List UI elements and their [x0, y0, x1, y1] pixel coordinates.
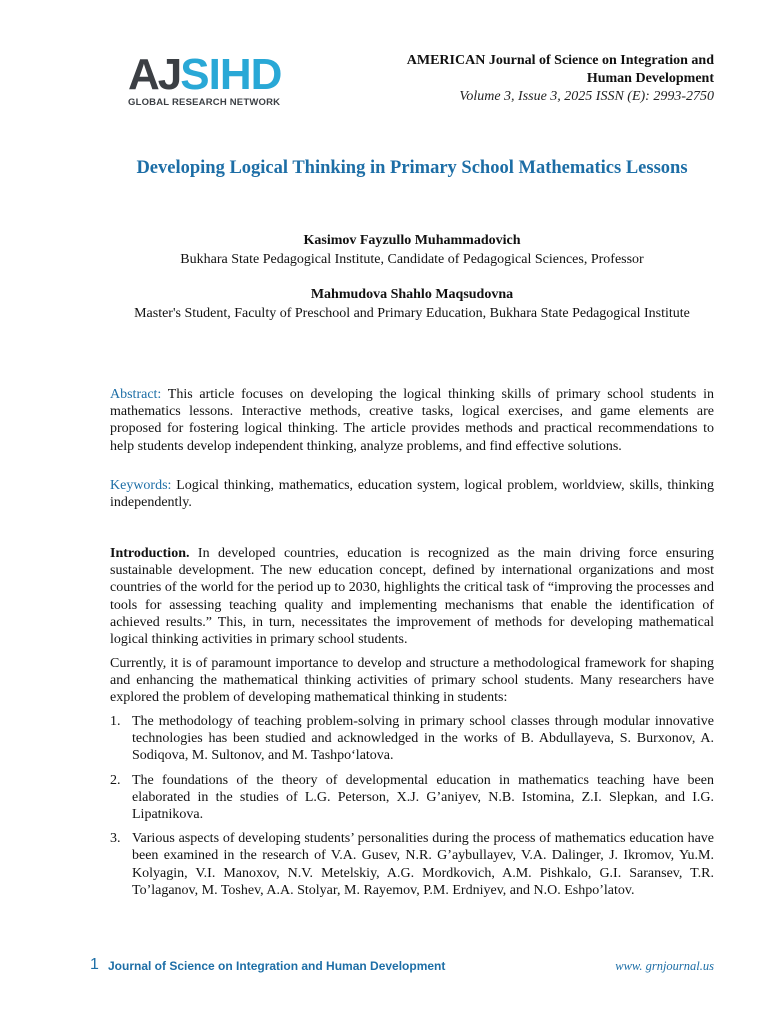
- footer-website-link[interactable]: www. grnjournal.us: [615, 959, 714, 973]
- list-item: [110, 830, 714, 899]
- logo-tagline: GLOBAL RESEARCH NETWORK: [128, 97, 281, 108]
- volume-issue: Volume 3, Issue 3, 2025 ISSN (E): 2993-2750: [459, 89, 714, 104]
- introduction-paragraph: [110, 545, 714, 648]
- keywords: [110, 477, 714, 511]
- abstract-text: This article focuses on developing the logical thinking skills of primary school students in mathematics lessons. Interactive methods, creative tasks, logical exercises, and game elements are proposed for fostering logical thinking. The article provides methods and practical recommendations to help students develop independent thinking, analyze problems, and find effective solutions.: [110, 387, 714, 454]
- footer-journal-title: Journal of Science on Integration and Human Development: [108, 959, 446, 973]
- list-text: The methodology of teaching problem-solving in primary school classes through modular innovative technologies has been studied and acknowledged in the works of B. Abdullayeva, S. Burxonov, A. Sodiqova, M. Sultonov, and M. Tashpo‘latova.: [132, 714, 714, 764]
- journal-header: [407, 52, 714, 106]
- author-name: Mahmudova Shahlo Maqsudovna: [310, 287, 514, 302]
- list-number: 1.: [110, 714, 121, 729]
- list-text: Various aspects of developing students’ personalities during the process of mathematics education have been examined in the research of V.A. Gusev, N.R. G’aybullayev, V.A. Dalinger, J. Ikromov, Yu.M. Kolyagin, V.I. Manoxov, N.V. Metelskiy, A.G. Mordkovich, A.M. Pishkalo, G.I. Saransev, T.R. To’laganov, M. Toshev, A.A. Stolyar, M. Rayemov, P.M. Erdniyev, and N.O. Eshpo’latov.: [132, 831, 714, 898]
- page-footer: [90, 956, 714, 978]
- list-item: [110, 772, 714, 824]
- researchers-list: [110, 713, 714, 906]
- journal-title-line2: Human Development: [586, 71, 714, 86]
- author-name: Kasimov Fayzullo Muhammadovich: [303, 233, 521, 248]
- list-text: The foundations of the theory of developmental education in mathematics teaching have been elaborated in the studies of L.G. Peterson, X.J. G’aniyev, N.B. Istomina, Z.I. Slepkan, and I.G. Lipatnikova.: [132, 772, 714, 823]
- body-paragraph: Currently, it is of paramount importance to develop and structure a methodological framework for shaping and enhancing the mathematical thinking activities of primary school students. Many researchers have explored the problem of developing mathematical thinking in students:: [110, 656, 714, 706]
- logo-wordmark: [128, 50, 282, 99]
- journal-title-line1: AMERICAN Journal of Science on Integration and: [406, 53, 714, 68]
- introduction-label: Introduction.: [110, 546, 190, 561]
- list-number: 2.: [110, 772, 121, 788]
- author-block: [110, 231, 714, 269]
- keywords-label: Keywords:: [110, 478, 172, 493]
- list-number: 3.: [110, 831, 121, 847]
- author-affiliation: Master's Student, Faculty of Preschool and Primary Education, Bukhara State Pedagogical Institute: [134, 306, 690, 321]
- list-item: [110, 713, 714, 765]
- keywords-text: Logical thinking, mathematics, education system, logical problem, worldview, skills, thinking independently.: [110, 478, 714, 511]
- page-number: 1: [90, 956, 99, 973]
- journal-logo: [128, 50, 308, 110]
- abstract-label: Abstract:: [110, 387, 162, 402]
- author-affiliation: Bukhara State Pedagogical Institute, Candidate of Pedagogical Sciences, Professor: [180, 252, 644, 267]
- logo-letters-dark: AJ: [128, 50, 181, 99]
- abstract: [110, 386, 714, 455]
- paper-title: Developing Logical Thinking in Primary School Mathematics Lessons: [136, 158, 688, 178]
- introduction-text: In developed countries, education is recognized as the main driving force ensuring sustainable development. The new education concept, defined by international organizations and most countries of the world for the period up to 2030, highlights the critical task of “improving the processes and tools for assessing teaching quality and implementing mechanisms that enable the identification of achieved results.” This, in turn, necessitates the improvement of methods for developing mathematical logical thinking activities in primary school students.: [110, 546, 714, 648]
- author-block: [110, 285, 714, 323]
- logo-letters-blue: SIHD: [180, 50, 282, 99]
